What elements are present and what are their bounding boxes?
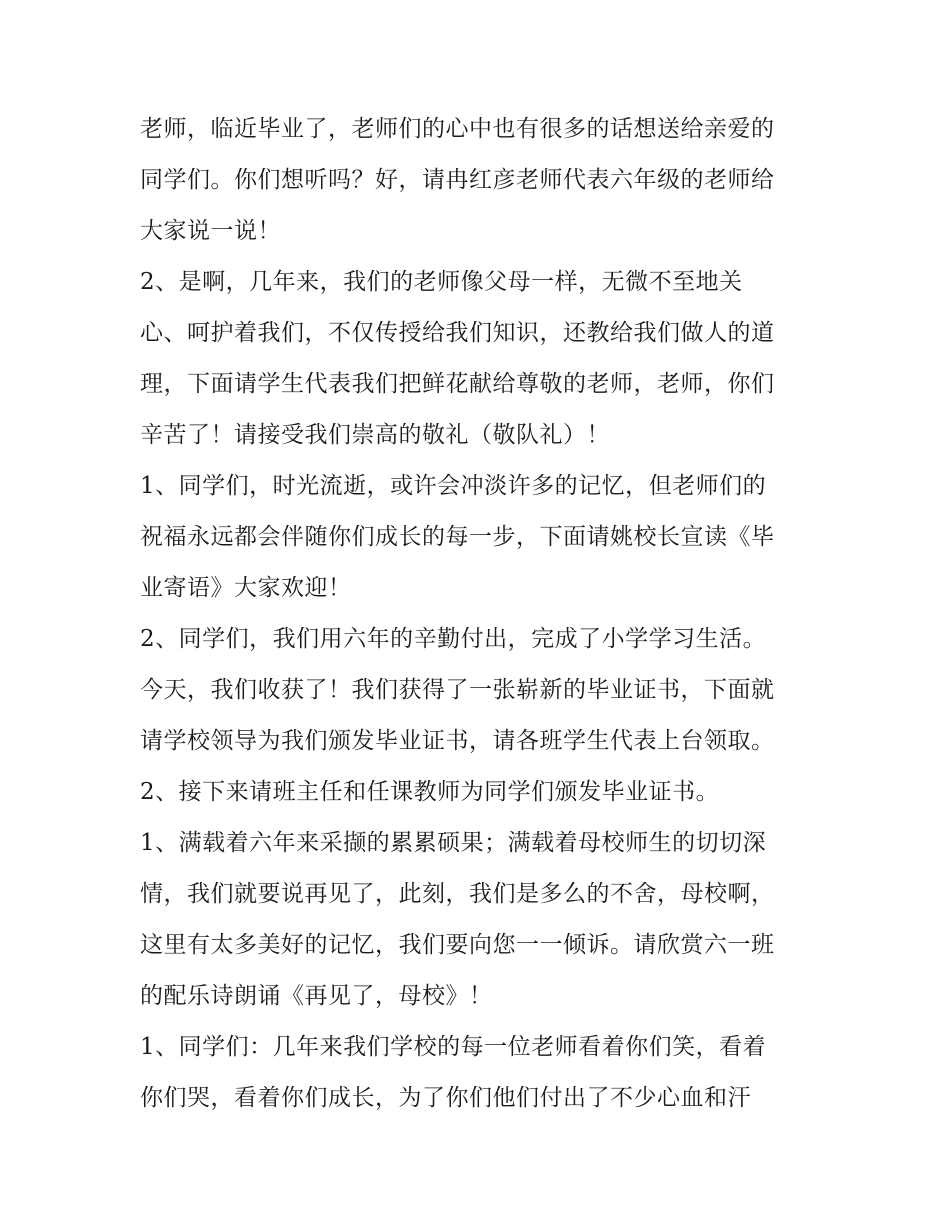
text-line: 2、是啊，几年来，我们的老师像父母一样，无微不至地关 [140,269,743,295]
text-line: 今天，我们收获了！我们获得了一张崭新的毕业证书，下面就 [140,677,775,703]
text-line: 的配乐诗朗诵《再见了，母校》！ [140,983,493,1009]
text-line: 心、呵护着我们，不仅传授给我们知识，还教给我们做人的道 [140,320,775,346]
text-line: 1、同学们，时光流逝，或许会冲淡许多的记忆，但老师们的 [140,473,767,499]
text-line: 1、同学们：几年来我们学校的每一位老师看着你们笑，看着 [140,1034,767,1060]
text-line: 理，下面请学生代表我们把鲜花献给尊敬的老师，老师，你们 [140,371,775,397]
text-line: 情，我们就要说再见了，此刻，我们是多么的不舍，母校啊， [140,881,775,907]
text-line: 2、接下来请班主任和任课教师为同学们颁发毕业证书。 [140,779,720,805]
text-line: 老师，临近毕业了，老师们的心中也有很多的话想送给亲爱的 [140,116,775,142]
text-line: 大家说一说！ [140,218,281,244]
text-line: 你们哭，看着你们成长，为了你们他们付出了不少心血和汗 [140,1085,751,1111]
text-line: 2、同学们，我们用六年的辛勤付出，完成了小学学习生活。 [140,626,767,652]
text-line: 业寄语》大家欢迎！ [140,575,352,601]
document-body [140,104,830,1124]
text-line: 1、满载着六年来采撷的累累硕果；满载着母校师生的切切深 [140,830,767,856]
text-line: 辛苦了！请接受我们崇高的敬礼（敬队礼）！ [140,422,610,448]
text-line: 同学们。你们想听吗？好，请冉红彦老师代表六年级的老师给 [140,167,775,193]
text-line: 这里有太多美好的记忆，我们要向您一一倾诉。请欣赏六一班 [140,932,775,958]
text-line: 请学校领导为我们颁发毕业证书，请各班学生代表上台领取。 [140,728,775,754]
text-line: 祝福永远都会伴随你们成长的每一步，下面请姚校长宣读《毕 [140,524,775,550]
